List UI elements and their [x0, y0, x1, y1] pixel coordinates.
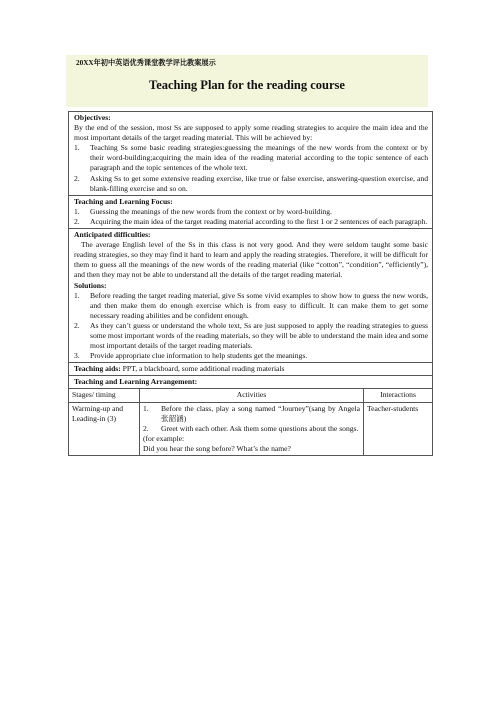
list-item: [74, 351, 428, 361]
column-header-interactions: Interactions: [364, 389, 433, 402]
list-item: [143, 424, 360, 434]
difficulties-heading: Anticipated difficulties:: [74, 230, 151, 240]
item-text: Before reading the target reading material, give Ss some vivid examples to show how to guess the new words, and then make them do enough exercise which is from easy to difficult. It can make them to get some necessary reading abilities and be confident enough.: [90, 290, 428, 320]
item-text: Before the class, play a song named “Journey”(sang by Angela 张韶涵): [161, 403, 360, 423]
solutions-list: [74, 291, 428, 362]
item-text: Greet with each other. Ask them some questions about the songs.: [161, 423, 359, 433]
item-number: 2.: [74, 320, 80, 330]
difficulties-section: [69, 229, 432, 363]
item-number: 2.: [74, 173, 80, 183]
list-item: [74, 291, 428, 321]
item-number: 2.: [74, 216, 80, 226]
focus-list: [74, 207, 428, 227]
interaction-cell: Teacher-students: [364, 402, 433, 455]
arrangement-table: [69, 389, 432, 455]
solutions-heading: Solutions:: [74, 280, 107, 290]
item-number: 1.: [74, 290, 80, 300]
aids-text: PPT, a blackboard, some additional reading materials: [120, 364, 285, 374]
objectives-intro: By the end of the session, most Ss are supposed to apply some reading strategies to acquire the main idea and the most important details of the target reading material. This will be achieved by:: [74, 123, 428, 143]
item-number: 1.: [143, 403, 149, 413]
item-text: Teaching Ss some basic reading strategies:guessing the meanings of the new words from the context or by their word-building;acquiring the main idea of the reading material according to the topic sentence of each paragraph and the topic sentences of the whole text.: [90, 143, 428, 173]
page-header: [66, 55, 428, 107]
column-header-stages: Stages/ timing: [69, 389, 140, 402]
arrangement-heading-section: [69, 376, 432, 389]
aids-label: Teaching aids:: [74, 364, 121, 374]
list-item: [74, 207, 428, 217]
activities-cell: [140, 402, 364, 455]
table-header-row: [69, 389, 432, 402]
teaching-plan-table: [68, 111, 433, 456]
example-intro: (for example:: [143, 433, 185, 443]
item-number: 2.: [143, 423, 149, 433]
item-number: 1.: [74, 143, 80, 153]
objectives-section: [69, 112, 432, 196]
column-header-activities: Activities: [140, 389, 364, 402]
focus-heading: Teaching and Learning Focus:: [74, 196, 173, 206]
page-title: Teaching Plan for the reading course: [149, 78, 345, 92]
difficulties-text: The average English level of the Ss in this class is not very good. And they were seldom taught some basic reading strategies, so they may find it hard to learn and apply the reading strategies. Therefore, it will be difficult for them to guess all the meanings of the new words of the reading material (like “cotton”, “condition”, “efficiently”), and then they may not be able to understand all the details of the target reading material.: [74, 240, 428, 280]
stage-cell: Warming-up and Leading-in (3): [69, 402, 140, 455]
example-question: Did you hear the song before? What’s the name?: [143, 443, 291, 453]
list-item: [143, 404, 360, 424]
item-number: 3.: [74, 351, 80, 361]
item-text: Guessing the meanings of the new words from the context or by word-building.: [90, 206, 332, 216]
table-row: [69, 402, 432, 455]
list-item: [74, 321, 428, 351]
arrangement-table-wrap: [69, 389, 432, 455]
arrangement-heading: Teaching and Learning Arrangement:: [74, 377, 198, 387]
list-item: [74, 143, 428, 173]
item-text: As they can’t guess or understand the whole text, Ss are just supposed to apply the reading strategies to guess some most important words of the reading materials, so they will be able to understand the main idea and some most important details of the target reading materials.: [90, 320, 428, 351]
item-number: 1.: [74, 206, 80, 216]
item-text: Asking Ss to get some extensive reading exercise, like true or false exercise, answering-question exercise, and blank-filling exercise and so on.: [90, 173, 428, 193]
list-item: [74, 217, 428, 227]
header-subtitle: 20XX年初中英语优秀课堂教学评比教案展示: [76, 59, 216, 67]
item-text: Acquiring the main idea of the target reading material according to the first 1 or 2 sentences of each paragraph.: [90, 216, 428, 226]
aids-section: [69, 363, 432, 376]
objectives-list: [74, 143, 428, 193]
objectives-heading: Objectives:: [74, 113, 111, 122]
focus-section: [69, 196, 432, 229]
item-text: Provide appropriate clue information to help students get the meanings.: [90, 351, 308, 361]
list-item: [74, 174, 428, 194]
